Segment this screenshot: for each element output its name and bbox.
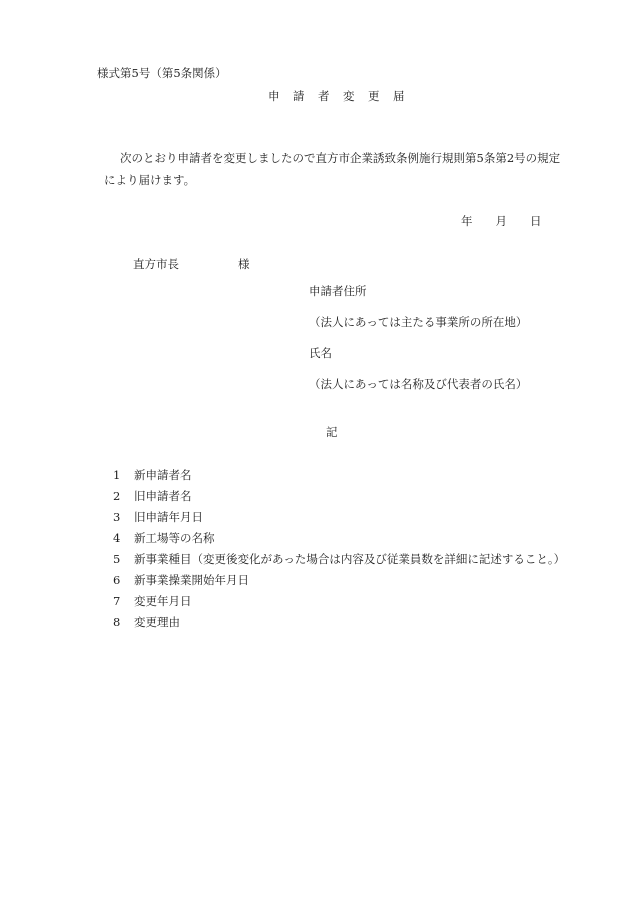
list-item [113,553,593,574]
applicant-address-label: 申請者住所 [309,284,367,298]
item-label: 変更年月日 [134,594,192,608]
item-label: 新事業操業開始年月日 [134,573,249,587]
item-number: 1 [113,468,121,482]
body-text-line-1: 次のとおり申請者を変更しましたので直方市企業誘致条例施行規則第5条第2号の規定 [120,151,561,165]
applicant-name-label: 氏名 [309,346,332,360]
form-number: 様式第5号（第5条関係） [97,66,227,80]
addressee-name: 直方市長 [133,257,179,271]
item-label: 変更理由 [134,615,180,629]
item-number: 2 [113,489,121,503]
item-number: 5 [113,552,121,566]
item-number: 8 [113,615,121,629]
ki-heading: 記 [326,425,338,439]
item-number: 3 [113,510,121,524]
list-item [113,469,593,490]
document-title: 申 請 者 変 更 届 [268,89,406,103]
item-label: 旧申請者名 [134,489,192,503]
item-label: 新申請者名 [134,468,192,482]
item-label: 旧申請年月日 [134,510,203,524]
date-line: 年 月 日 [461,214,542,228]
addressee-honorific: 様 [238,257,250,271]
list-item [113,616,593,637]
body-text-line-2: により届けます。 [104,173,196,187]
list-item [113,574,593,595]
item-number: 7 [113,594,121,608]
item-list [113,469,593,637]
item-number: 4 [113,531,121,545]
item-number: 6 [113,573,121,587]
item-label: 新工場等の名称 [134,531,215,545]
list-item [113,595,593,616]
list-item [113,490,593,511]
applicant-address-note: （法人にあっては主たる事業所の所在地） [309,315,528,329]
list-item [113,511,593,532]
applicant-name-note: （法人にあっては名称及び代表者の氏名） [309,377,528,391]
list-item [113,532,593,553]
item-label: 新事業種目（変更後変化があった場合は内容及び従業員数を詳細に記述すること。） [134,552,566,566]
